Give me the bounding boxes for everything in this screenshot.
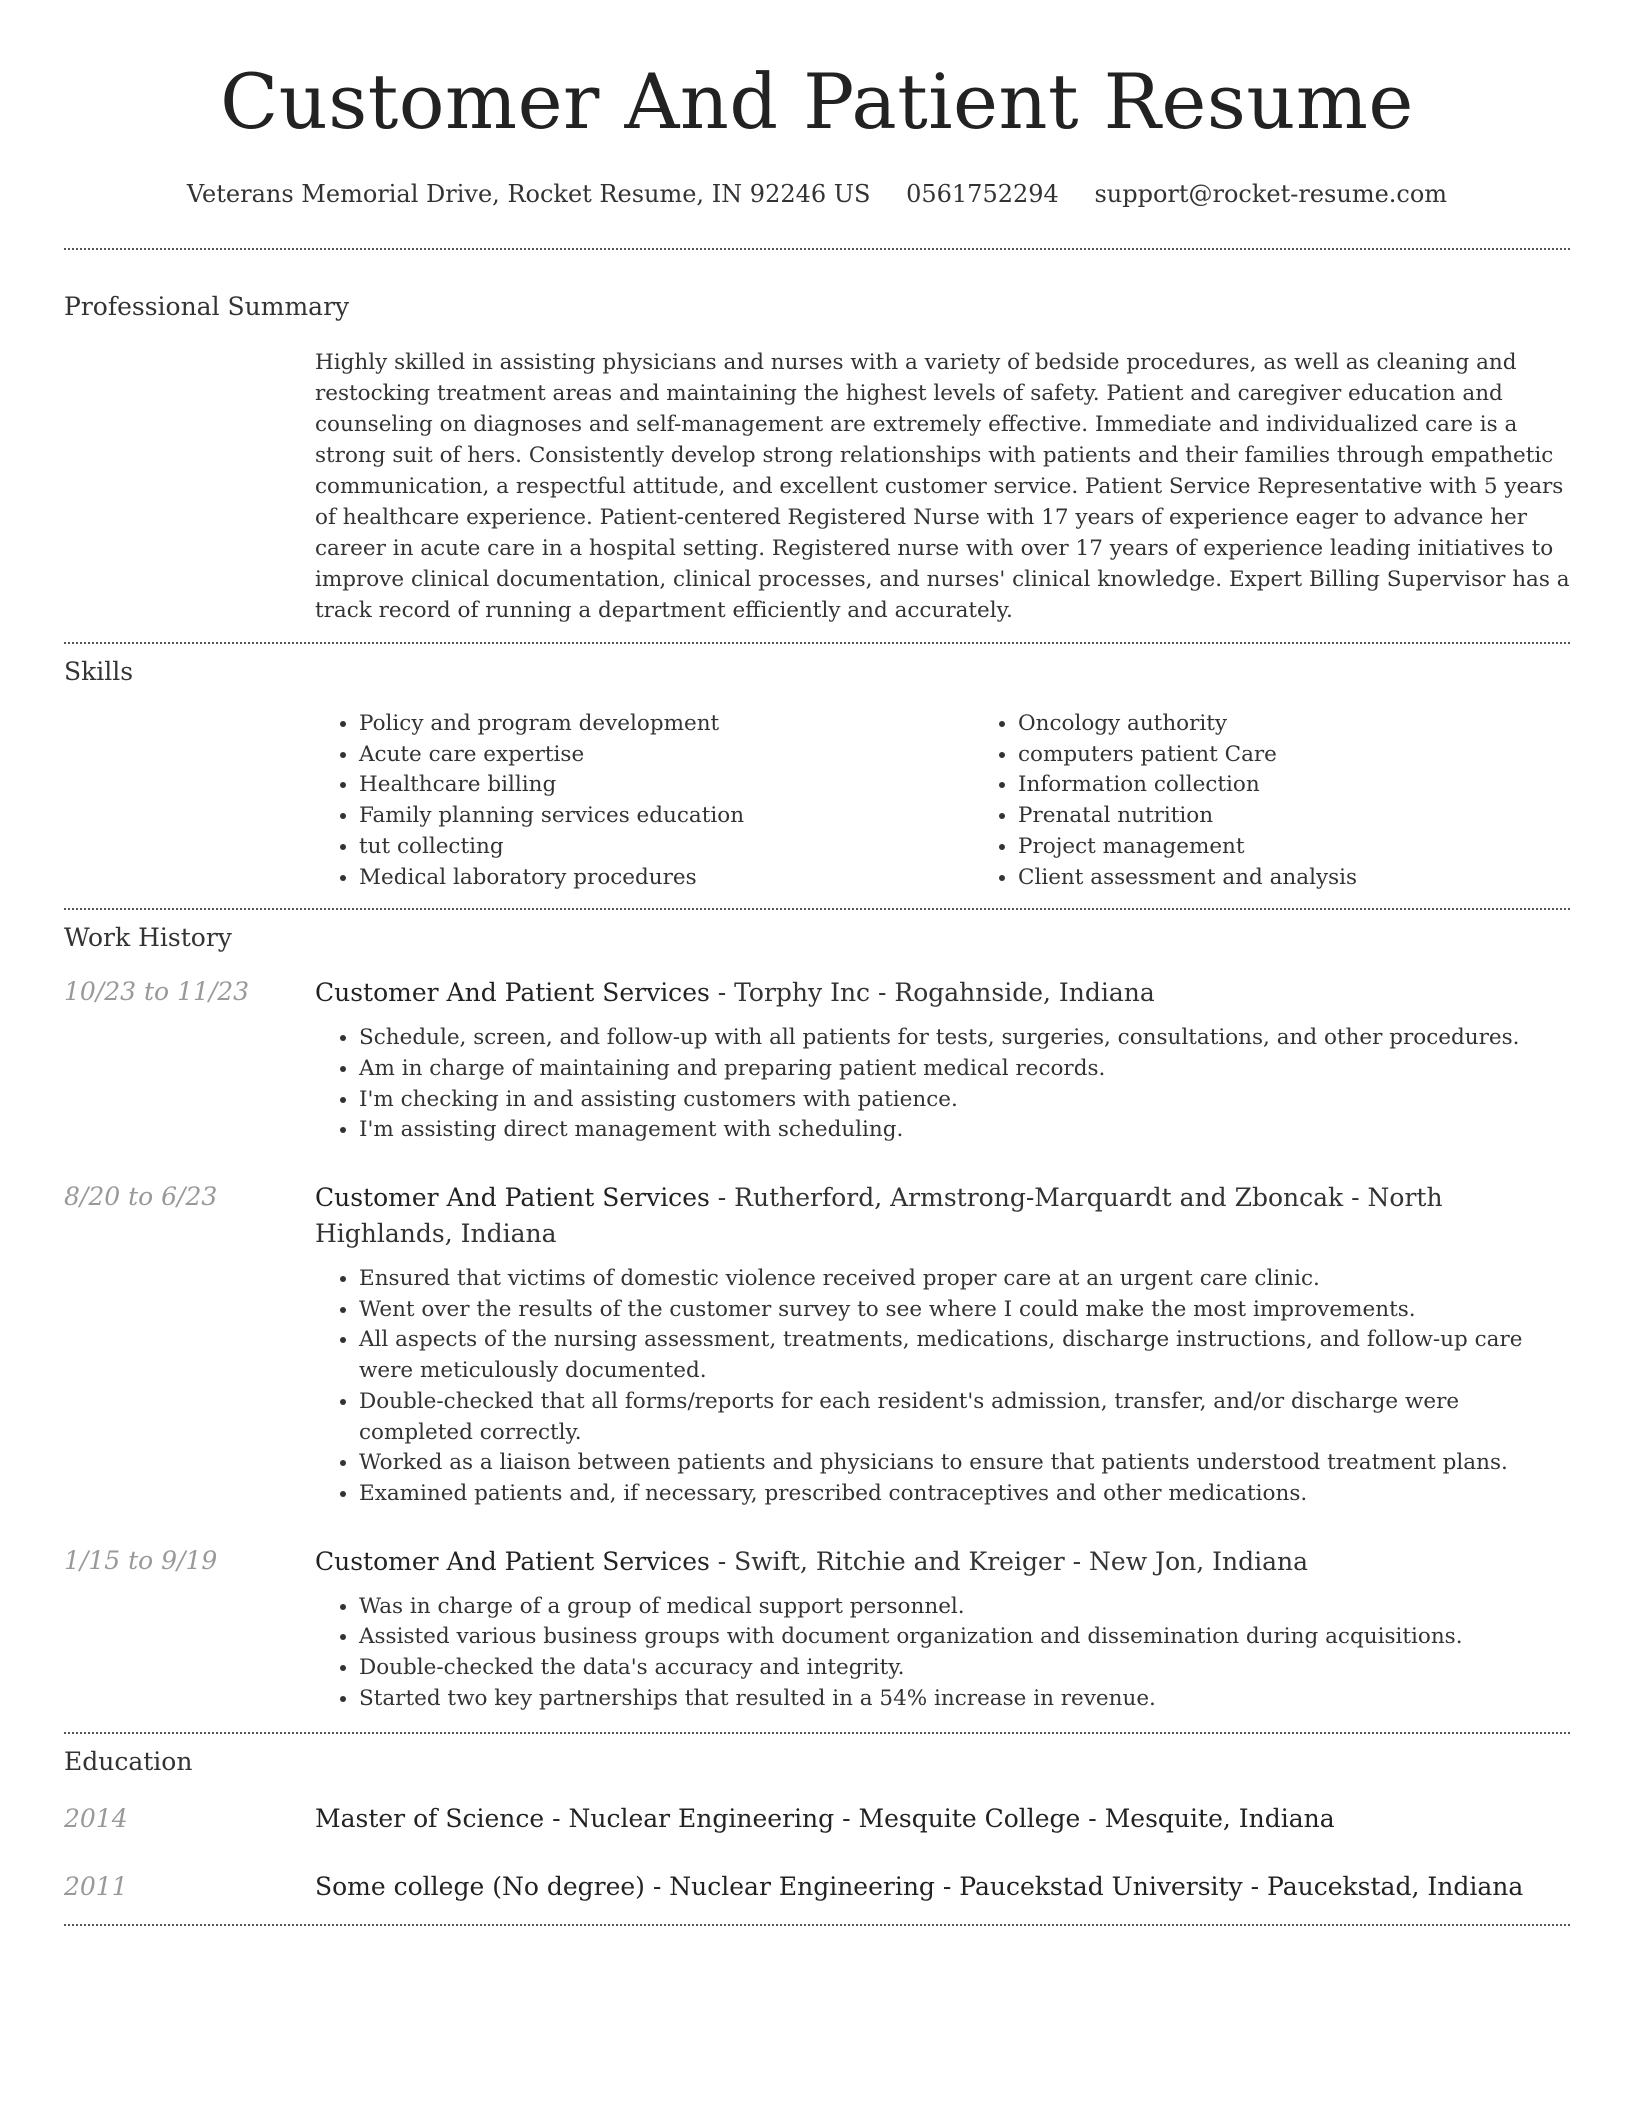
job-dates: 10/23 to 11/23	[64, 977, 250, 1007]
skill-item: • Healthcare billing	[359, 770, 974, 801]
section-title-skills: Skills	[64, 657, 134, 686]
job-entry	[64, 1180, 1570, 1510]
job-details: - Torphy Inc - Rogahnside, Indiana	[709, 978, 1155, 1008]
contact-email: support@rocket-resume.com	[1094, 180, 1448, 208]
skill-item: • Acute care expertise	[359, 740, 974, 771]
job-bullet: • Double-checked the data's accuracy and integrity.	[359, 1653, 1570, 1684]
skills-column-right	[974, 709, 1632, 893]
contact-line	[64, 178, 1570, 210]
job-role: Customer And Patient Services	[315, 978, 710, 1008]
divider	[64, 642, 1570, 644]
skill-item: • Medical laboratory procedures	[359, 863, 974, 894]
job-bullet: • Am in charge of maintaining and preparing patient medical records.	[359, 1054, 1570, 1085]
divider	[64, 1732, 1570, 1734]
job-bullet: • Examined patients and, if necessary, prescribed contraceptives and other medications.	[359, 1479, 1570, 1510]
job-bullet: • Double-checked that all forms/reports for each resident's admission, transfer, and/or discharge were completed correctly.	[359, 1387, 1570, 1448]
skill-item: • Project management	[1018, 832, 1632, 863]
education-entry	[64, 1802, 1570, 1836]
job-bullet: • Ensured that victims of domestic violence received proper care at an urgent care clinic.	[359, 1264, 1570, 1295]
job-role: Customer And Patient Services	[315, 1546, 710, 1576]
skill-item: • computers patient Care	[1018, 740, 1632, 771]
education-details: Some college (No degree) - Nuclear Engineering - Paucekstad University - Paucekstad, Indiana	[315, 1872, 1524, 1902]
education-year: 2014	[64, 1804, 128, 1834]
job-bullet: • Assisted various business groups with document organization and dissemination during acquisitions.	[359, 1622, 1570, 1653]
job-title	[315, 975, 1570, 1011]
job-bullet: • Worked as a liaison between patients and physicians to ensure that patients understood treatment plans.	[359, 1448, 1570, 1479]
resume-page	[64, 0, 1570, 1926]
education-year: 2011	[64, 1872, 128, 1902]
education-details: Master of Science - Nuclear Engineering - Mesquite College - Mesquite, Indiana	[315, 1804, 1335, 1834]
job-dates: 8/20 to 6/23	[64, 1182, 218, 1212]
job-role: Customer And Patient Services	[315, 1183, 710, 1213]
skills-column-left	[315, 709, 974, 893]
job-bullet: • All aspects of the nursing assessment, treatments, medications, discharge instructions, and follow-up care were meticulously documented.	[359, 1325, 1570, 1386]
job-details: - Rutherford, Armstrong-Marquardt and Zboncak - North Highlands, Indiana	[315, 1183, 1443, 1249]
skill-item: • tut collecting	[359, 832, 974, 863]
skills-spacer	[64, 709, 315, 893]
section-title-work: Work History	[64, 923, 232, 953]
job-bullets	[315, 1264, 1570, 1510]
job-bullet: • Was in charge of a group of medical support personnel.	[359, 1592, 1570, 1623]
summary-spacer	[64, 347, 315, 626]
job-dates: 1/15 to 9/19	[64, 1545, 218, 1575]
job-details: - Swift, Ritchie and Kreiger - New Jon, Indiana	[709, 1546, 1309, 1576]
job-entry	[64, 975, 1570, 1146]
job-title	[315, 1180, 1570, 1252]
divider	[64, 1924, 1570, 1926]
job-bullet: • Schedule, screen, and follow-up with all patients for tests, surgeries, consultations, and other procedures.	[359, 1023, 1570, 1054]
contact-phone: 0561752294	[906, 180, 1059, 208]
contact-address: Veterans Memorial Drive, Rocket Resume, IN 92246 US	[186, 180, 871, 208]
resume-title: Customer And Patient Resume	[220, 57, 1414, 146]
skill-item: • Oncology authority	[1018, 709, 1632, 740]
skill-item: • Prenatal nutrition	[1018, 801, 1632, 832]
divider	[64, 248, 1570, 250]
job-bullet: • I'm checking in and assisting customers with patience.	[359, 1085, 1570, 1116]
skill-item: • Policy and program development	[359, 709, 974, 740]
section-title-summary: Professional Summary	[64, 292, 350, 321]
job-bullet: • Went over the results of the customer survey to see where I could make the most improvements.	[359, 1295, 1570, 1326]
skill-item: • Family planning services education	[359, 801, 974, 832]
job-entry	[64, 1544, 1570, 1715]
divider	[64, 908, 1570, 910]
education-entry	[64, 1870, 1570, 1904]
skills-list	[315, 709, 1632, 893]
job-bullet: • Started two key partnerships that resulted in a 54% increase in revenue.	[359, 1684, 1570, 1715]
summary-text: Highly skilled in assisting physicians and nurses with a variety of bedside procedures, as well as cleaning and restocking treatment areas and maintaining the highest levels of safety. Patient and caregiver education and counseling on diagnoses and self-management are extremely effective. Immediate and individualized care is a strong suit of hers. Consistently develop strong relationships with patients and their families through empathetic communication, a respectful attitude, and excellent customer service. Patient Service Representative with 5 years of healthcare experience. Patient-centered Registered Nurse with 17 years of experience eager to advance her career in acute care in a hospital setting. Registered nurse with over 17 years of experience leading initiatives to improve clinical documentation, clinical processes, and nurses' clinical knowledge. Expert Billing Supervisor has a track record of running a department efficiently and accurately.	[315, 350, 1570, 623]
job-title	[315, 1544, 1570, 1580]
skill-item: • Information collection	[1018, 770, 1632, 801]
job-bullet: • I'm assisting direct management with scheduling.	[359, 1115, 1570, 1146]
job-bullets	[315, 1592, 1570, 1715]
section-title-education: Education	[64, 1747, 193, 1777]
job-bullets	[315, 1023, 1570, 1146]
skill-item: • Client assessment and analysis	[1018, 863, 1632, 894]
